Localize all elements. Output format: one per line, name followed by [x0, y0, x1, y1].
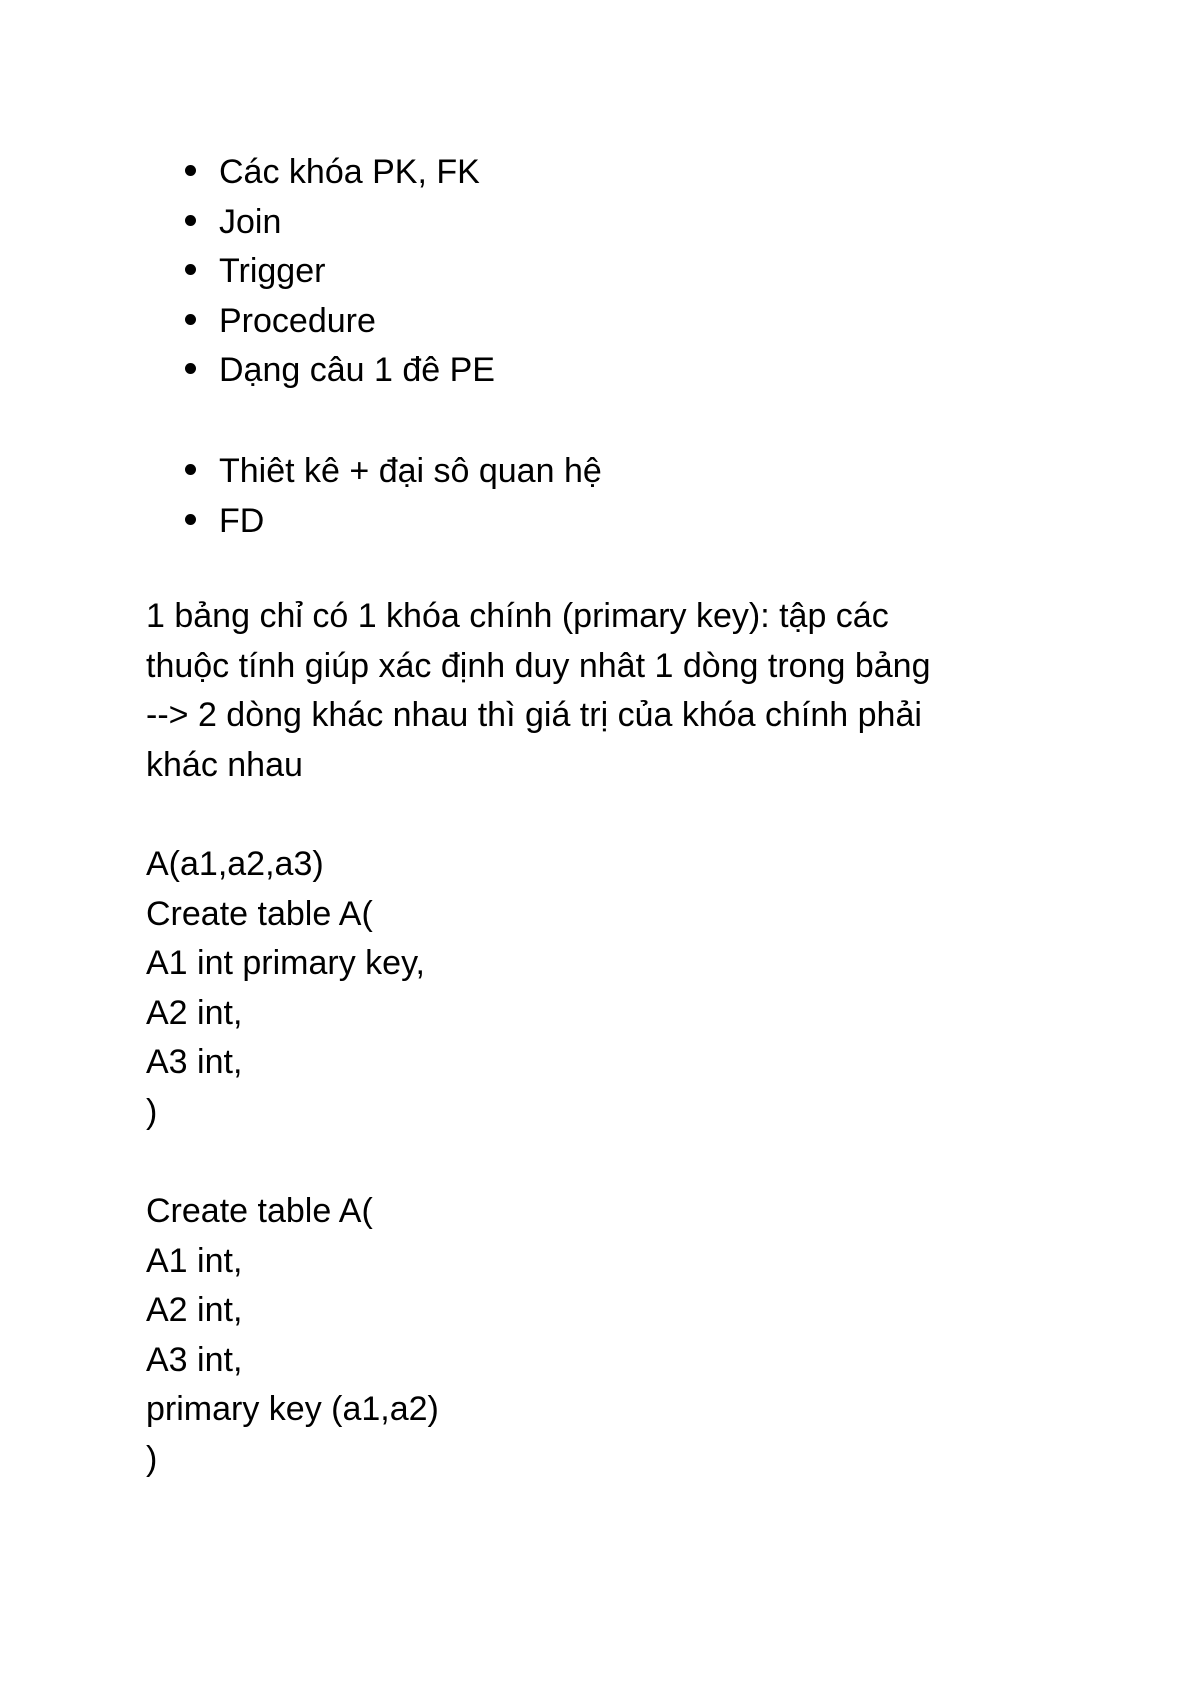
paragraph-line: --> 2 dòng khác nhau thì giá trị của khóa chính phải: [146, 696, 922, 734]
bullet-text: Procedure: [219, 301, 376, 340]
paragraph-line: khác nhau: [146, 745, 303, 784]
code-line: A(a1,a2,a3): [146, 845, 324, 883]
bullet-item: [172, 297, 495, 347]
bullet-dot-icon: [185, 514, 196, 525]
code-line: A2 int,: [146, 993, 243, 1032]
bullet-text: Trigger: [219, 252, 326, 290]
bullet-dot-icon: [185, 165, 196, 176]
code-line: A1 int primary key,: [146, 944, 426, 982]
bullet-dot-icon: [185, 464, 196, 475]
bullet-dot-icon: [185, 215, 196, 226]
code-line: ): [146, 1092, 158, 1131]
bullet-item: [172, 247, 495, 297]
code-line: primary key (a1,a2): [146, 1390, 439, 1428]
bullet-text: Các khóa PK, FK: [219, 153, 480, 191]
primary-key-paragraph: [146, 592, 1046, 790]
create-table-example-2: [146, 1187, 1046, 1484]
create-table-example-1: [146, 840, 1046, 1137]
bullet-text: Dạng câu 1 đê PE: [219, 351, 495, 389]
bullet-item: [172, 148, 495, 198]
bullet-text: Join: [219, 202, 282, 241]
bullet-dot-icon: [185, 264, 196, 275]
code-line: A2 int,: [146, 1291, 243, 1329]
paragraph-line: 1 bảng chỉ có 1 khóa chính (primary key): tập các: [146, 597, 889, 635]
code-line: ): [146, 1439, 158, 1478]
bullet-text: Thiêt kê + đại sô quan hệ: [219, 452, 602, 490]
bullet-list-topics: [172, 148, 495, 396]
code-line: A3 int,: [146, 1043, 243, 1081]
paragraph-line: thuộc tính giúp xác định duy nhât 1 dòng trong bảng: [146, 646, 931, 685]
bullet-dot-icon: [185, 314, 196, 325]
bullet-item: [172, 447, 602, 497]
code-line: A3 int,: [146, 1340, 243, 1379]
bullet-item: [172, 346, 495, 396]
bullet-text: FD: [219, 501, 265, 540]
bullet-list-design: [172, 447, 602, 546]
bullet-item: [172, 497, 602, 547]
bullet-item: [172, 198, 495, 248]
bullet-dot-icon: [185, 363, 196, 374]
code-line: Create table A(: [146, 1192, 373, 1230]
code-line: Create table A(: [146, 894, 373, 933]
code-line: A1 int,: [146, 1241, 243, 1280]
